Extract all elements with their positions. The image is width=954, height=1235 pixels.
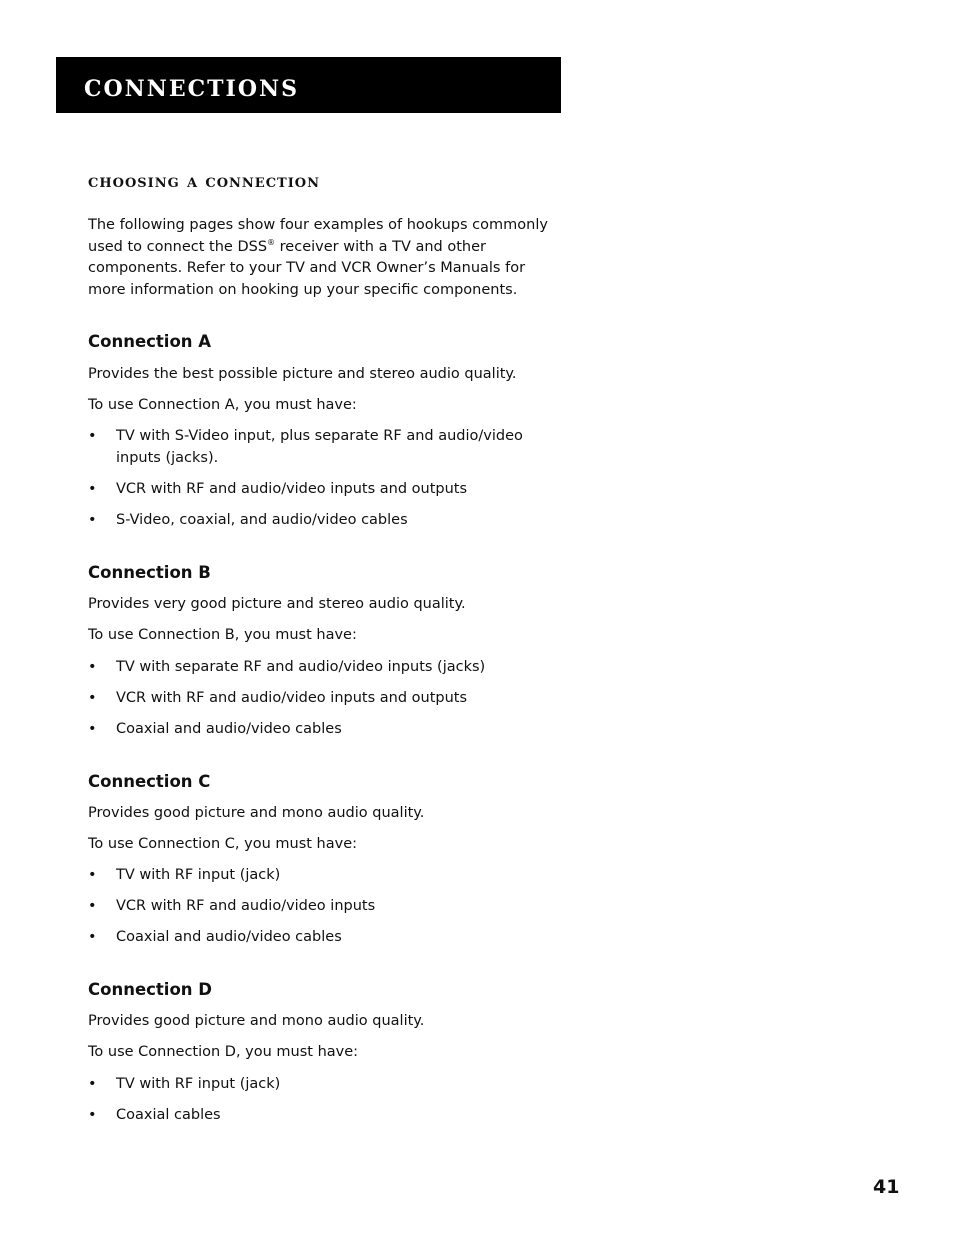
list-item-text: TV with separate RF and audio/video inputs (jacks)	[116, 659, 486, 675]
list-item-text: Coaxial and audio/video cables	[116, 721, 342, 737]
section-title: choosing a connection	[88, 171, 321, 192]
intro-paragraph	[88, 215, 558, 302]
connection-d-description: Provides good picture and mono audio quality.	[88, 1013, 425, 1029]
list-item	[88, 1074, 558, 1096]
list-item-text: S-Video, coaxial, and audio/video cables	[116, 512, 408, 528]
list-item	[88, 479, 558, 501]
chapter-title: connections	[84, 66, 299, 104]
bullet-icon: •	[88, 1076, 97, 1092]
bullet-icon: •	[88, 690, 97, 706]
page-number: 41	[873, 1176, 900, 1198]
connection-c-description: Provides good picture and mono audio quality.	[88, 805, 425, 821]
bullet-icon: •	[88, 898, 97, 914]
list-item-text: VCR with RF and audio/video inputs	[116, 898, 376, 914]
bullet-icon: •	[88, 659, 97, 675]
connection-c-requirements-intro: To use Connection C, you must have:	[88, 836, 358, 852]
connection-b-heading: Connection B	[88, 563, 211, 582]
connection-d-requirements-intro: To use Connection D, you must have:	[88, 1044, 359, 1060]
connection-a-heading: Connection A	[88, 332, 212, 351]
list-item	[88, 865, 558, 887]
connection-a-requirements-intro: To use Connection A, you must have:	[88, 397, 357, 413]
list-item-text: TV with RF input (jack)	[116, 867, 281, 883]
list-item	[88, 510, 558, 532]
chapter-header-bar	[56, 57, 561, 113]
list-item	[88, 719, 558, 741]
registered-mark: ®	[267, 237, 276, 247]
bullet-icon: •	[88, 721, 97, 737]
intro-text-start: The following pages show four examples of hookups commonly used to connect the DSS	[88, 217, 548, 255]
list-item-text: TV with RF input (jack)	[116, 1076, 281, 1092]
list-item-text: TV with S-Video input, plus separate RF and audio/video inputs (jacks).	[116, 428, 523, 466]
bullet-icon: •	[88, 428, 97, 444]
bullet-icon: •	[88, 481, 97, 497]
list-item-text: VCR with RF and audio/video inputs and outputs	[116, 690, 468, 706]
list-item	[88, 688, 558, 710]
bullet-icon: •	[88, 867, 97, 883]
list-item-text: Coaxial cables	[116, 1107, 221, 1123]
bullet-icon: •	[88, 929, 97, 945]
connection-d-heading: Connection D	[88, 980, 212, 999]
list-item	[88, 927, 558, 949]
connection-a-description: Provides the best possible picture and stereo audio quality.	[88, 366, 517, 382]
intro-text-end: receiver with a TV and other components. Refer to your TV and VCR Owner’s Manuals for more information on hooking up your specific components.	[88, 238, 526, 299]
list-item-text: VCR with RF and audio/video inputs and outputs	[116, 481, 468, 497]
list-item	[88, 1105, 558, 1127]
list-item	[88, 896, 558, 918]
connection-c-heading: Connection C	[88, 772, 211, 791]
bullet-icon: •	[88, 512, 97, 528]
list-item	[88, 657, 558, 679]
list-item-text: Coaxial and audio/video cables	[116, 929, 342, 945]
list-item	[88, 426, 558, 469]
connection-b-requirements-intro: To use Connection B, you must have:	[88, 627, 357, 643]
bullet-icon: •	[88, 1107, 97, 1123]
connection-b-description: Provides very good picture and stereo audio quality.	[88, 596, 466, 612]
